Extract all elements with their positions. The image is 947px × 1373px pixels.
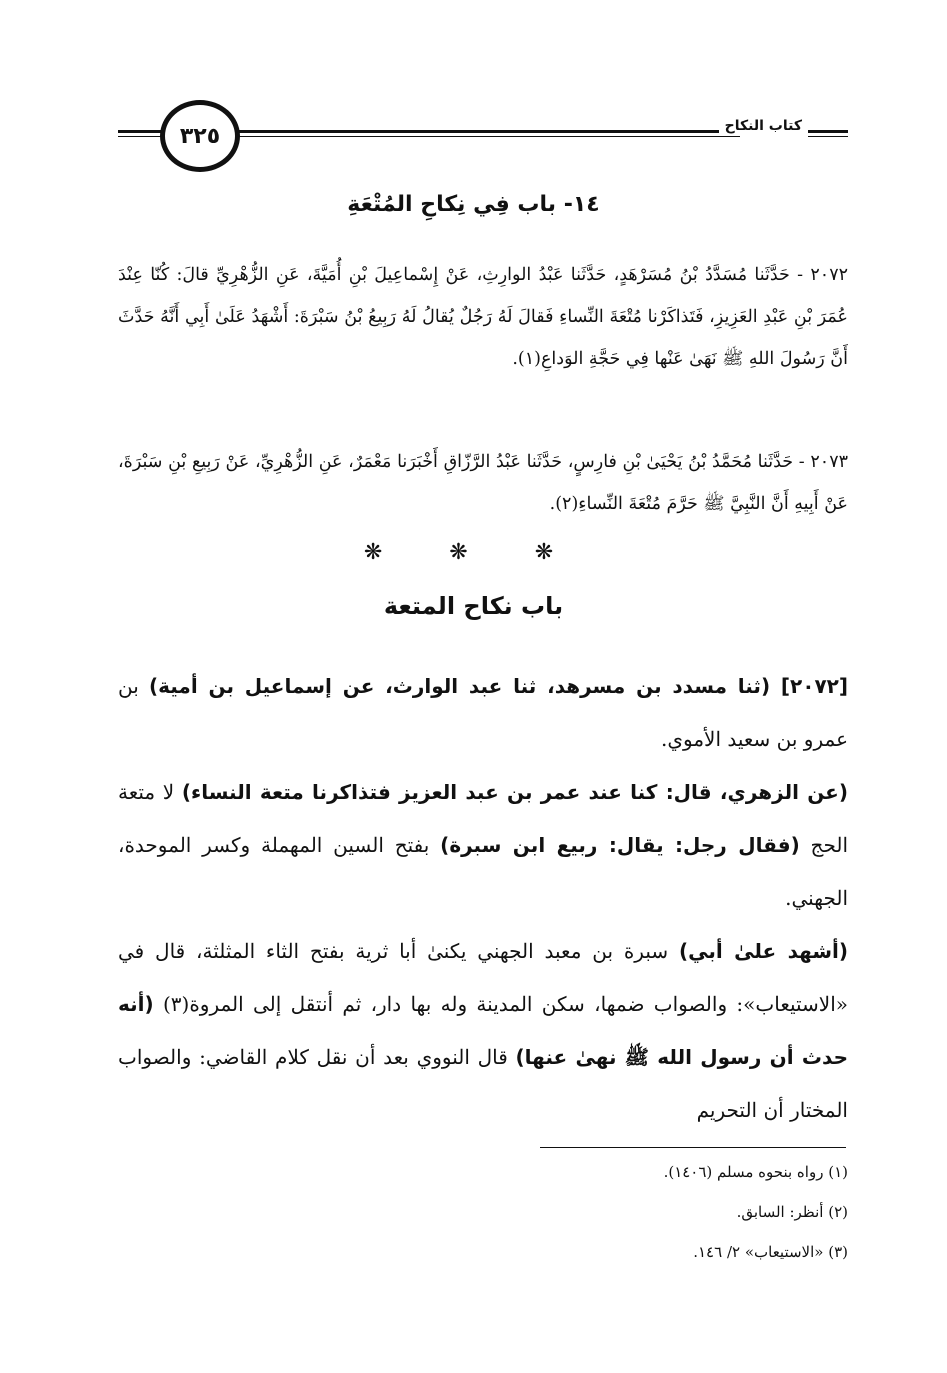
commentary-text: لا متعة الحج xyxy=(118,780,848,857)
hadith-text: ٢٠٧٢ - حَدَّثَنا مُسَدَّدُ بْنُ مُسَرْهَدٍ، حَدَّثَنا عَبْدُ الوارِثِ، عَنْ إِسْماعِيلَ بْنِ أُمَيَّةَ، عَنِ الزُّهْرِيِّ قالَ: كُنّا عِنْدَ عُمَرَ بْنِ عَبْدِ العَزِيزِ، فَتَذاكَرْنا مُتْعَةَ النِّساءِ فَقالَ لَهُ رَجُلٌ يُقالُ لَهُ رَبِيعُ بْنُ سَبْرَةَ: أَشْهَدُ عَلَىٰ أَبِي أَنَّهُ حَدَّثَ أَنَّ رَسُولَ اللهِ ﷺ نَهَىٰ عَنْها فِي حَجَّةِ الوَداعِ(١). xyxy=(118,265,848,369)
commentary-text: سبرة بن معبد الجهني يكنىٰ أبا ثرية بفتح الثاء المثلثة، قال في «الاستيعاب»: والصواب ضمها، سكن المدينة وله بها دار، ثم أنتقل إلى المروة(٣) xyxy=(118,939,848,1016)
matn-quote: (أنه حدث أن رسول الله ﷺ نهىٰ عنها) xyxy=(118,992,848,1069)
commentary-paragraph xyxy=(118,660,848,766)
page-header xyxy=(118,96,848,176)
commentary-paragraph xyxy=(118,766,848,925)
page-number: ٣٢٥ xyxy=(160,100,240,172)
matn-quote: [٢٠٧٢] (ثنا مسدد بن مسرهد، ثنا عبد الوارث، عن إسماعيل بن أمية) xyxy=(149,674,848,698)
footnote: (٢) أنظر: السابق. xyxy=(736,1203,848,1221)
footnotes xyxy=(118,1152,848,1272)
hadith-text: ٢٠٧٣ - حَدَّثَنا مُحَمَّدُ بْنُ يَحْيَىٰ بْنِ فارِسٍ، حَدَّثَنا عَبْدُ الرَّزّاقِ أَخْبَرَنا مَعْمَرٌ، عَنِ الزُّهْرِيِّ، عَنْ رَبِيعِ بْنِ سَبْرَةَ، عَنْ أَبِيهِ أَنَّ النَّبِيَّ ﷺ حَرَّمَ مُتْعَةَ النِّساءِ(٢). xyxy=(118,452,848,514)
footnote-divider xyxy=(540,1147,846,1148)
chapter-title: ١٤- باب فِي نِكاحِ المُتْعَةِ xyxy=(347,192,600,217)
commentary-body xyxy=(118,660,848,1137)
section-separator: ❋ ❋ ❋ xyxy=(363,540,584,565)
matn-quote: (أشهد علىٰ أبي) xyxy=(678,939,848,963)
header-rule xyxy=(188,130,740,133)
commentary-text: بفتح السين المهملة وكسر الموحدة، الجهني. xyxy=(118,833,848,910)
commentary-text: قال النووي بعد أن نقل كلام القاضي: والصواب المختار أن التحريم xyxy=(118,1045,848,1122)
commentary-text: بن عمرو بن سعيد الأموي. xyxy=(118,674,848,751)
matn-quote: (عن الزهري، قال: كنا عند عمر بن عبد العزيز فتذاكرنا متعة النساء) xyxy=(181,780,848,804)
footnote: (١) رواه بنحوه مسلم (١٤٠٦). xyxy=(663,1163,848,1181)
commentary-paragraph xyxy=(118,925,848,1137)
header-rule xyxy=(188,136,740,137)
footnote: (٣) «الاستيعاب» ٢/ ١٤٦. xyxy=(693,1243,848,1261)
header-rule xyxy=(808,136,848,137)
matn-quote: (فقال رجل: يقال: ربيع ابن سبرة) xyxy=(440,833,800,857)
running-head: كتاب النكاح xyxy=(719,118,808,134)
header-rule xyxy=(808,130,848,133)
commentary-title: باب نكاح المتعة xyxy=(383,592,564,620)
